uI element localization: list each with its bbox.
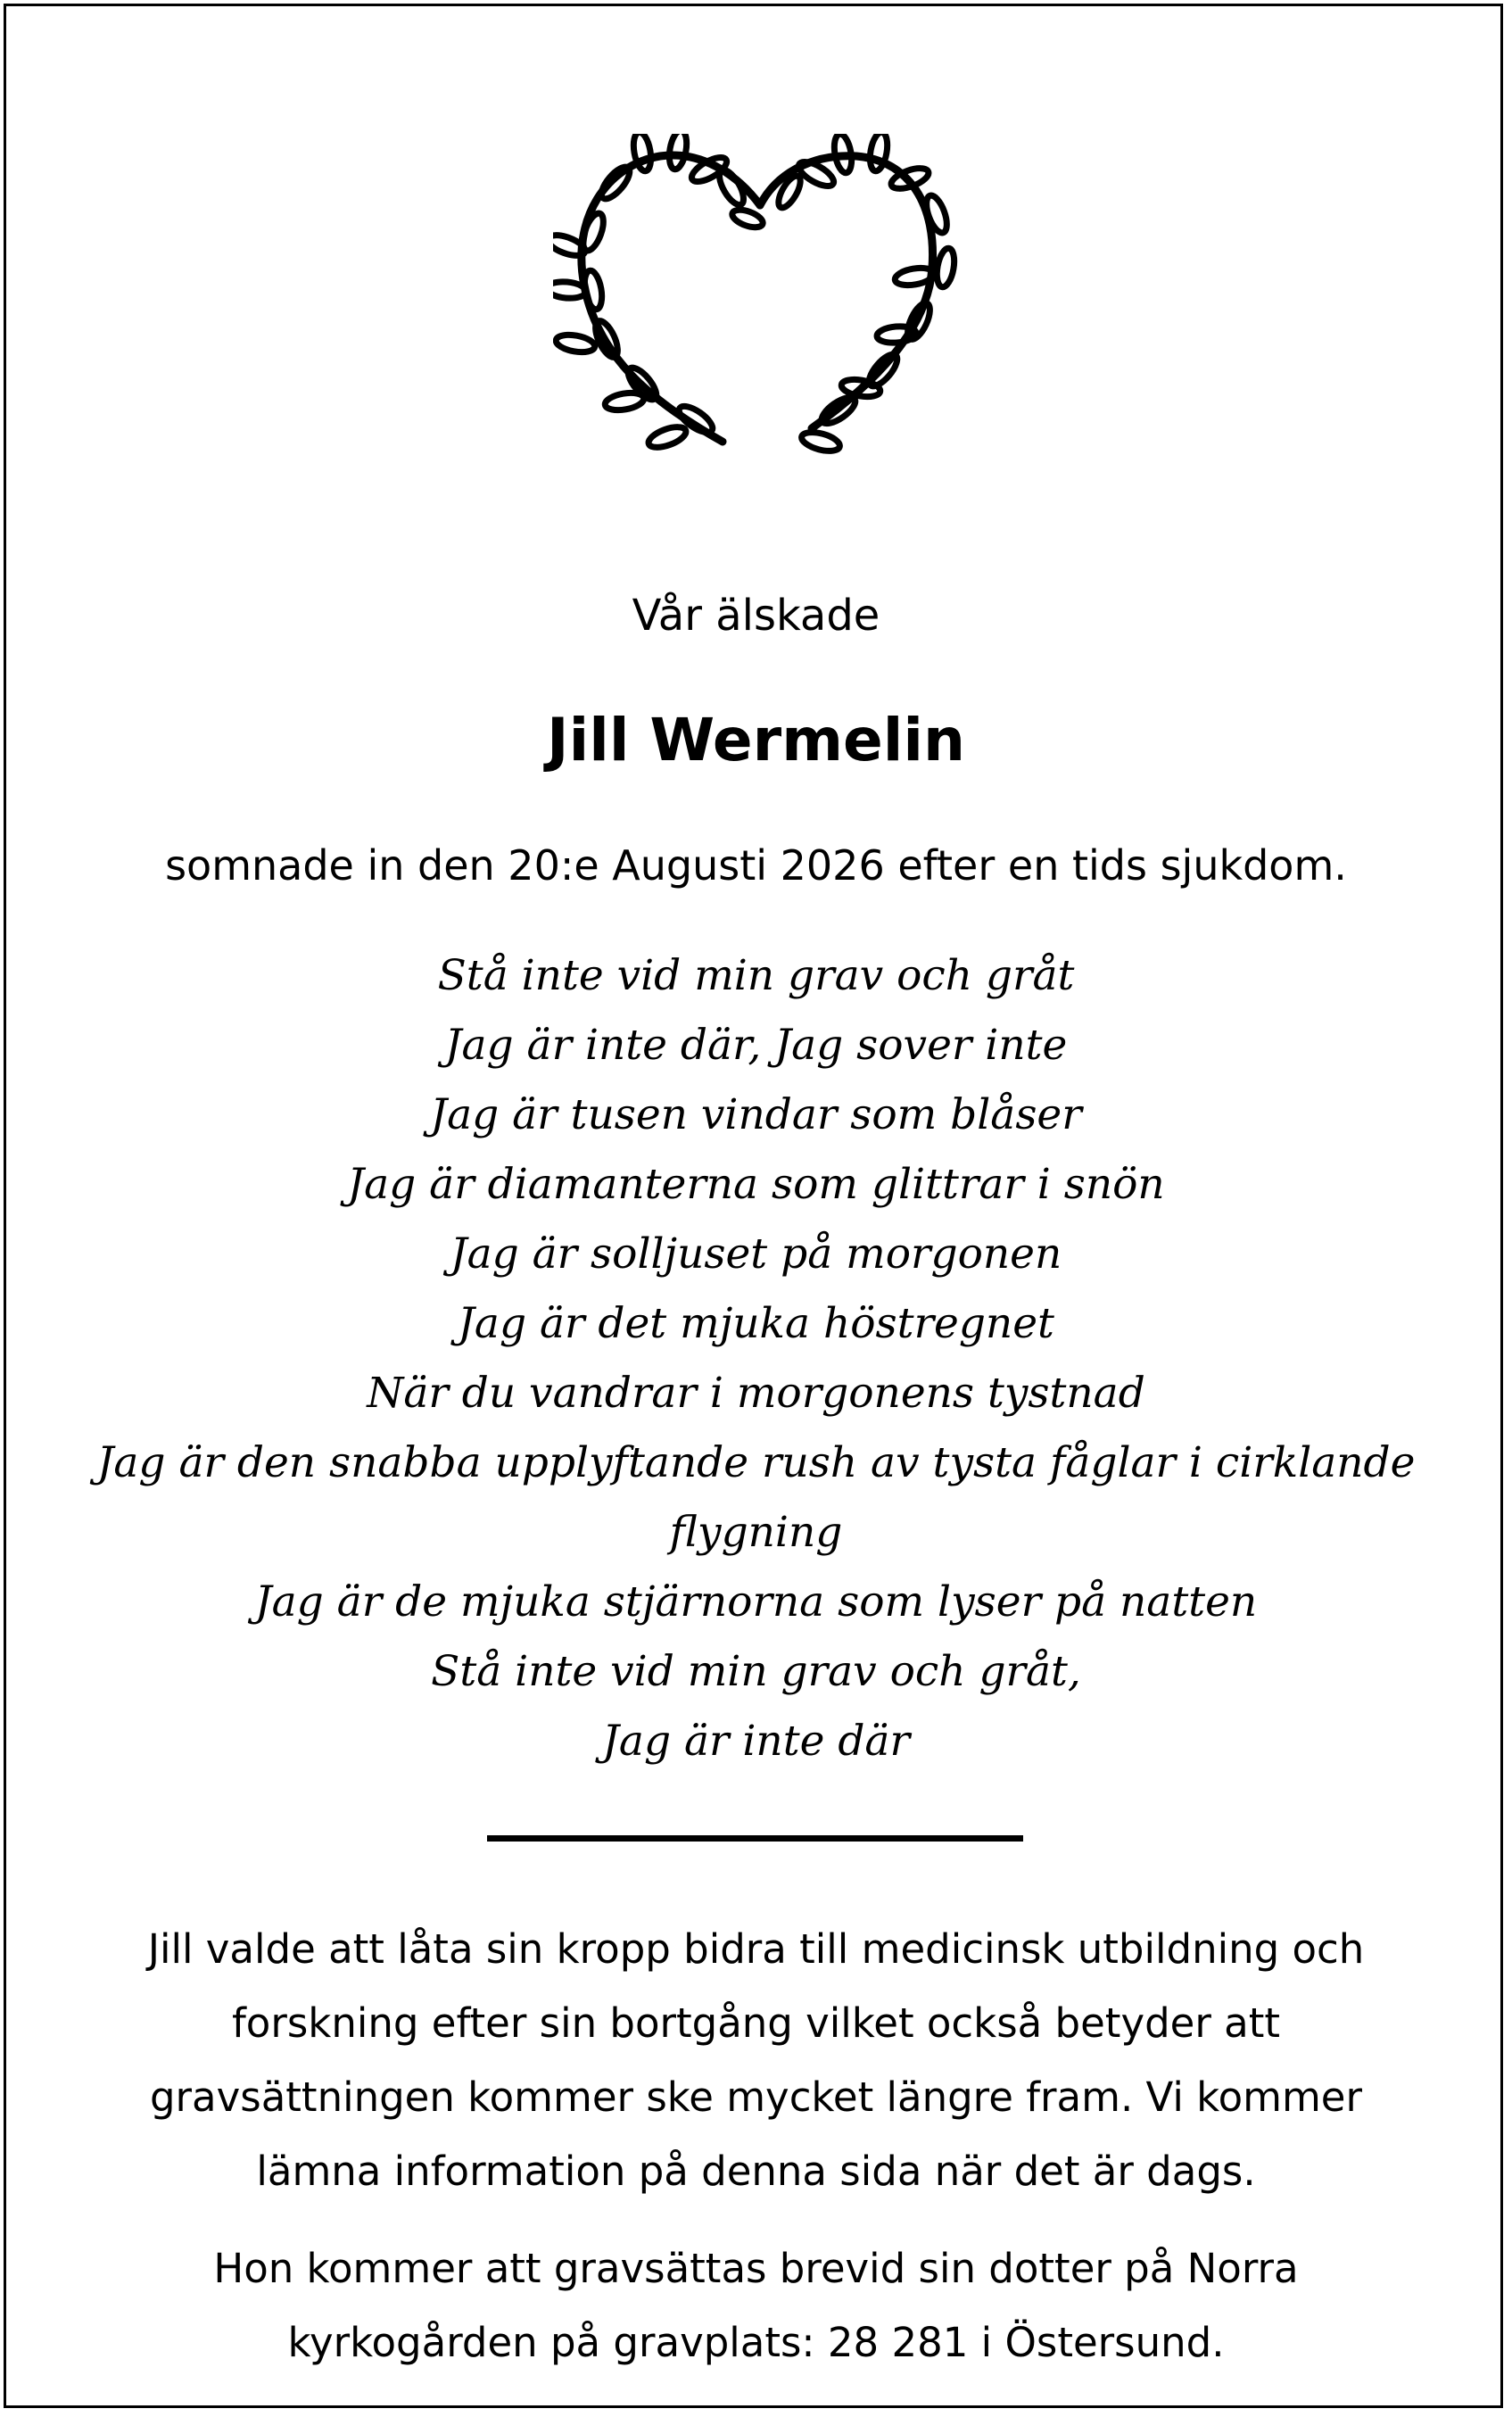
poem-line: Jag är diamanterna som glittrar i snön — [347, 1160, 1165, 1209]
poem-line: Jag är det mjuka höstregnet — [458, 1299, 1054, 1348]
poem-line: Stå inte vid min grav och gråt — [437, 951, 1075, 1000]
leaf-wreath-heart-icon — [553, 134, 963, 464]
paragraph-line: kyrkogården på gravplats: 28 281 i Östersund. — [287, 2319, 1225, 2366]
poem-line: När du vandrar i morgonens tystnad — [367, 1369, 1145, 1418]
poem-line: Jag är solljuset på morgonen — [450, 1229, 1062, 1279]
poem-line: Jag är den snabba upplyftande rush av tysta fåglar i cirklande — [96, 1438, 1416, 1487]
burial-paragraph — [54, 2231, 1458, 2380]
poem — [54, 941, 1458, 1776]
poem-line: Jag är tusen vindar som blåser — [430, 1090, 1082, 1139]
paragraph-line: Hon kommer att gravsättas brevid sin dotter på Norra — [213, 2245, 1299, 2292]
deceased-name: Jill Wermelin — [547, 706, 965, 774]
poem-line: Jag är inte där, Jag sover inte — [444, 1021, 1068, 1070]
paragraph-line: lämna information på denna sida när det är dags. — [256, 2148, 1256, 2195]
poem-line: Jag är inte där — [602, 1717, 910, 1766]
intro-text: Vår älskade — [632, 591, 880, 641]
donation-paragraph — [54, 1912, 1458, 2208]
poem-line: flygning — [669, 1508, 843, 1557]
paragraph-line: Jill valde att låta sin kropp bidra till medicinsk utbildning och — [147, 1925, 1365, 1973]
poem-line: Stå inte vid min grav och gråt, — [431, 1647, 1081, 1696]
paragraph-line: gravsättningen kommer ske mycket längre fram. Vi kommer — [149, 2073, 1362, 2121]
poem-line: Jag är de mjuka stjärnorna som lyser på natten — [254, 1577, 1258, 1627]
paragraph-line: forskning efter sin bortgång vilket också betyder att — [231, 1999, 1281, 2047]
divider-line — [487, 1835, 1023, 1842]
announcement-text: somnade in den 20:e Augusti 2026 efter en tids sjukdom. — [165, 841, 1347, 890]
